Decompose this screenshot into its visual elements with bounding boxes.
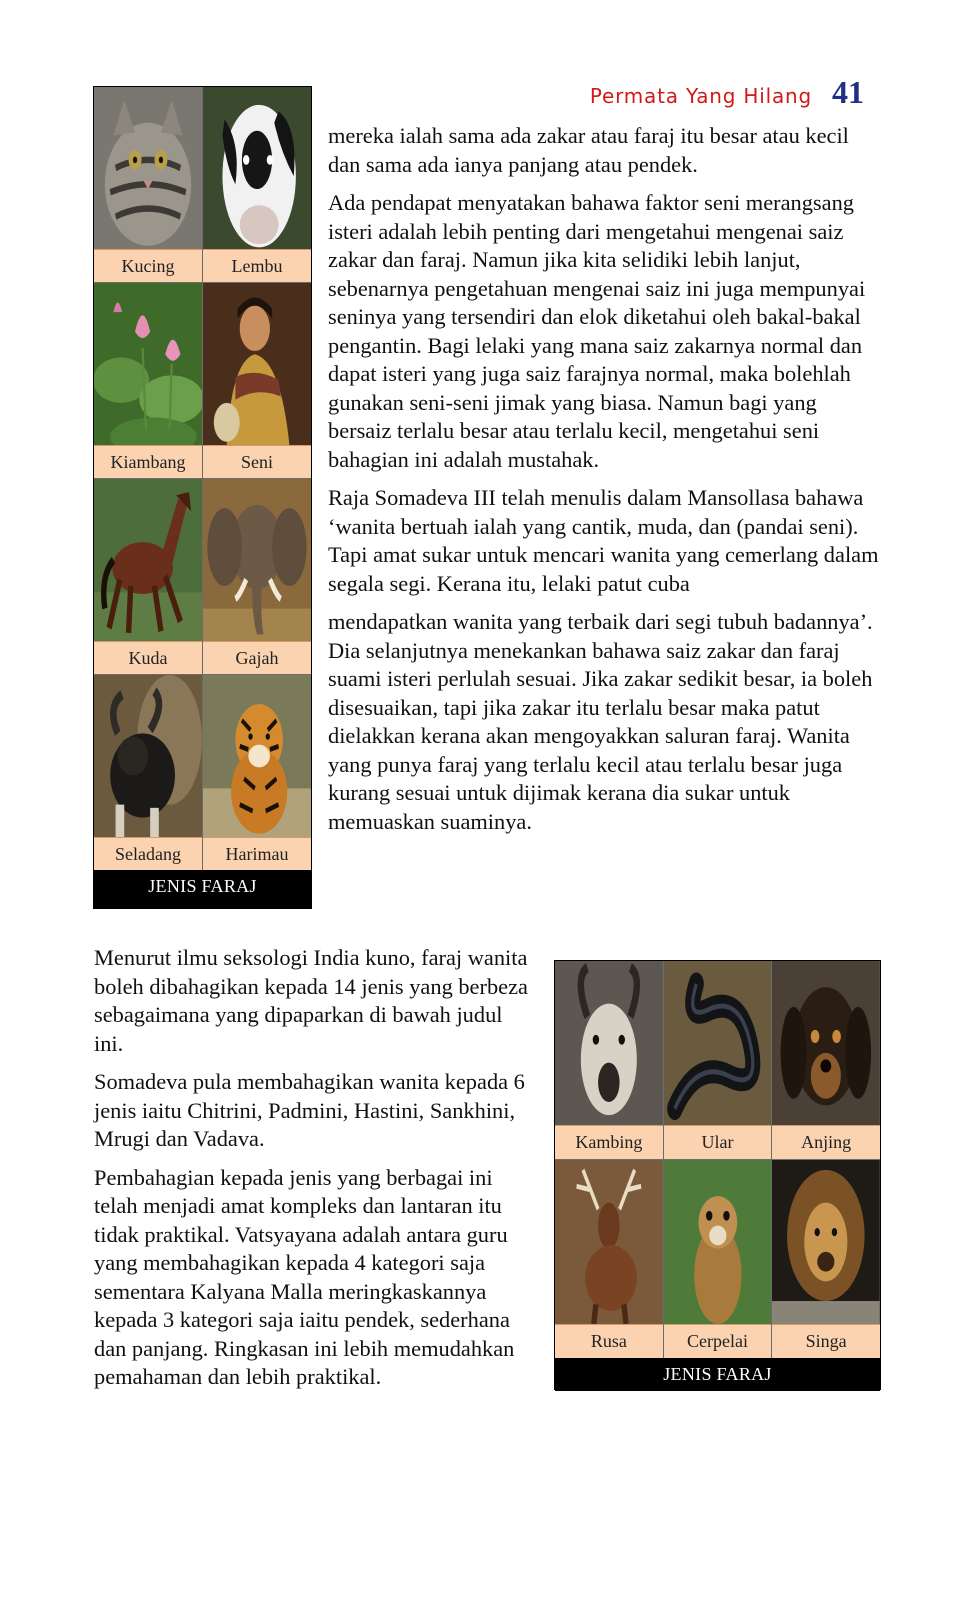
elephant-photo bbox=[203, 479, 311, 641]
figure-label: Kiambang bbox=[94, 445, 202, 478]
text-column-bottom bbox=[94, 944, 537, 1402]
paragraph: Menurut ilmu seksologi India kuno, faraj wanita boleh dibahagikan kepada 14 jenis yang berbeza sebagaimana yang dipaparkan di bawah judul ini. bbox=[94, 945, 528, 1056]
figure-label: Lembu bbox=[203, 249, 311, 282]
cow-photo bbox=[203, 87, 311, 249]
figure-label: Harimau bbox=[203, 837, 311, 870]
figure-cell-kambing bbox=[555, 961, 663, 1159]
paragraph: Raja Somadeva III telah menulis dalam Mansollasa bahawa ‘wanita bertuah ialah yang cantik, muda, dan (pandai seni). Tapi amat sukar untuk mencari wanita yang cemerlang dalam segala segi. Kerana itu, lelaki patut cuba bbox=[328, 485, 879, 596]
paragraph: Pembahagian kepada jenis yang berbagai ini telah menjadi amat kompleks dan lantaran itu tidak praktikal. Vatsyayana adalah antara guru yang membahagikan kepada 4 kategori saja sementara Kalyana Malla meringkaskannya kepada 3 kategori saja iaitu pendek, sederhana dan panjang. Ringkasan ini lebih memudahkan pemahaman dan lebih praktikal. bbox=[94, 1164, 515, 1389]
book-title: Permata Yang Hilang bbox=[589, 84, 812, 108]
figure-cell-ular bbox=[664, 961, 772, 1159]
figure-cell-kiambang bbox=[94, 283, 202, 478]
page-header bbox=[590, 74, 864, 111]
paragraph: mereka ialah sama ada zakar atau faraj itu besar atau kecil dan sama ada ianya panjang atau pendek. bbox=[328, 123, 849, 177]
figure-cell-harimau bbox=[203, 675, 311, 870]
figure-label: Anjing bbox=[772, 1125, 880, 1159]
figure-label: Kuda bbox=[94, 641, 202, 674]
horse-photo bbox=[94, 479, 202, 641]
mongoose-photo bbox=[664, 1160, 772, 1324]
woman-painting-photo bbox=[203, 283, 311, 445]
figure-cell-anjing bbox=[772, 961, 880, 1159]
figure-label: Singa bbox=[772, 1324, 880, 1358]
goat-photo bbox=[555, 961, 663, 1125]
figure-cell-seladang bbox=[94, 675, 202, 870]
figure-cell-cerpelai bbox=[664, 1160, 772, 1358]
lion-photo bbox=[772, 1160, 880, 1324]
figure-label: Rusa bbox=[555, 1324, 663, 1358]
figure-jenis-faraj-top bbox=[93, 86, 312, 909]
figure-caption: JENIS FARAJ bbox=[555, 1358, 880, 1391]
tiger-photo bbox=[203, 675, 311, 837]
lotus-photo bbox=[94, 283, 202, 445]
figure-label: Seladang bbox=[94, 837, 202, 870]
paragraph: Ada pendapat menyatakan bahawa faktor seni merangsang isteri adalah lebih penting dari mengetahui mengenai saiz zakar dan faraj. Namun jika kita selidiki lebih lanjut, sebenarnya pengetahuan mengenai saiz ini juga mempunyai seninya yang tersendiri dan elok diketahui oleh bakal-bakal pengantin. Bagi lelaki yang mana saiz zakarnya normal dan dapat isteri yang juga saiz farajnya normal, maka bolehlah gunakan seni-seni jimak yang biasa. Namun bagi yang bersaiz terlalu besar atau terlalu kecil, mengetahui seni bahagian ini adalah mustahak. bbox=[328, 190, 866, 472]
figure-label: Cerpelai bbox=[664, 1324, 772, 1358]
figure-cell-kuda bbox=[94, 479, 202, 674]
text-column-right bbox=[328, 122, 883, 846]
figure-label: Kambing bbox=[555, 1125, 663, 1159]
dog-photo bbox=[772, 961, 880, 1125]
figure-label: Ular bbox=[664, 1125, 772, 1159]
figure-caption: JENIS FARAJ bbox=[94, 870, 311, 903]
figure-label: Kucing bbox=[94, 249, 202, 282]
figure-cell-kucing bbox=[94, 87, 202, 282]
paragraph: mendapatkan wanita yang terbaik dari segi tubuh badannya’. Dia selanjutnya menekankan bahawa saiz zakar dan faraj suami isteri perlulah sesuai. Jika zakar sedikit besar, ia boleh disesuaikan, tapi jika zakar itu terlalu besar maka patut dielakkan kerana akan mengoyakkan saluran faraj. Wanita yang punya faraj yang terlalu kecil atau terlalu besar juga kurang sesuai untuk dijimak kerana dia sukar untuk memuaskan suaminya. bbox=[328, 609, 873, 834]
page-number: 41 bbox=[832, 74, 864, 110]
deer-photo bbox=[555, 1160, 663, 1324]
figure-cell-singa bbox=[772, 1160, 880, 1358]
figure-cell-seni bbox=[203, 283, 311, 478]
snake-photo bbox=[664, 961, 772, 1125]
figure-cell-lembu bbox=[203, 87, 311, 282]
bison-photo bbox=[94, 675, 202, 837]
cat-photo bbox=[94, 87, 202, 249]
figure-cell-gajah bbox=[203, 479, 311, 674]
figure-label: Gajah bbox=[203, 641, 311, 674]
figure-jenis-faraj-bottom bbox=[554, 960, 881, 1390]
paragraph: Somadeva pula membahagikan wanita kepada 6 jenis iaitu Chitrini, Padmini, Hastini, Sankhini, Mrugi dan Vadava. bbox=[94, 1069, 525, 1151]
figure-cell-rusa bbox=[555, 1160, 663, 1358]
figure-label: Seni bbox=[203, 445, 311, 478]
